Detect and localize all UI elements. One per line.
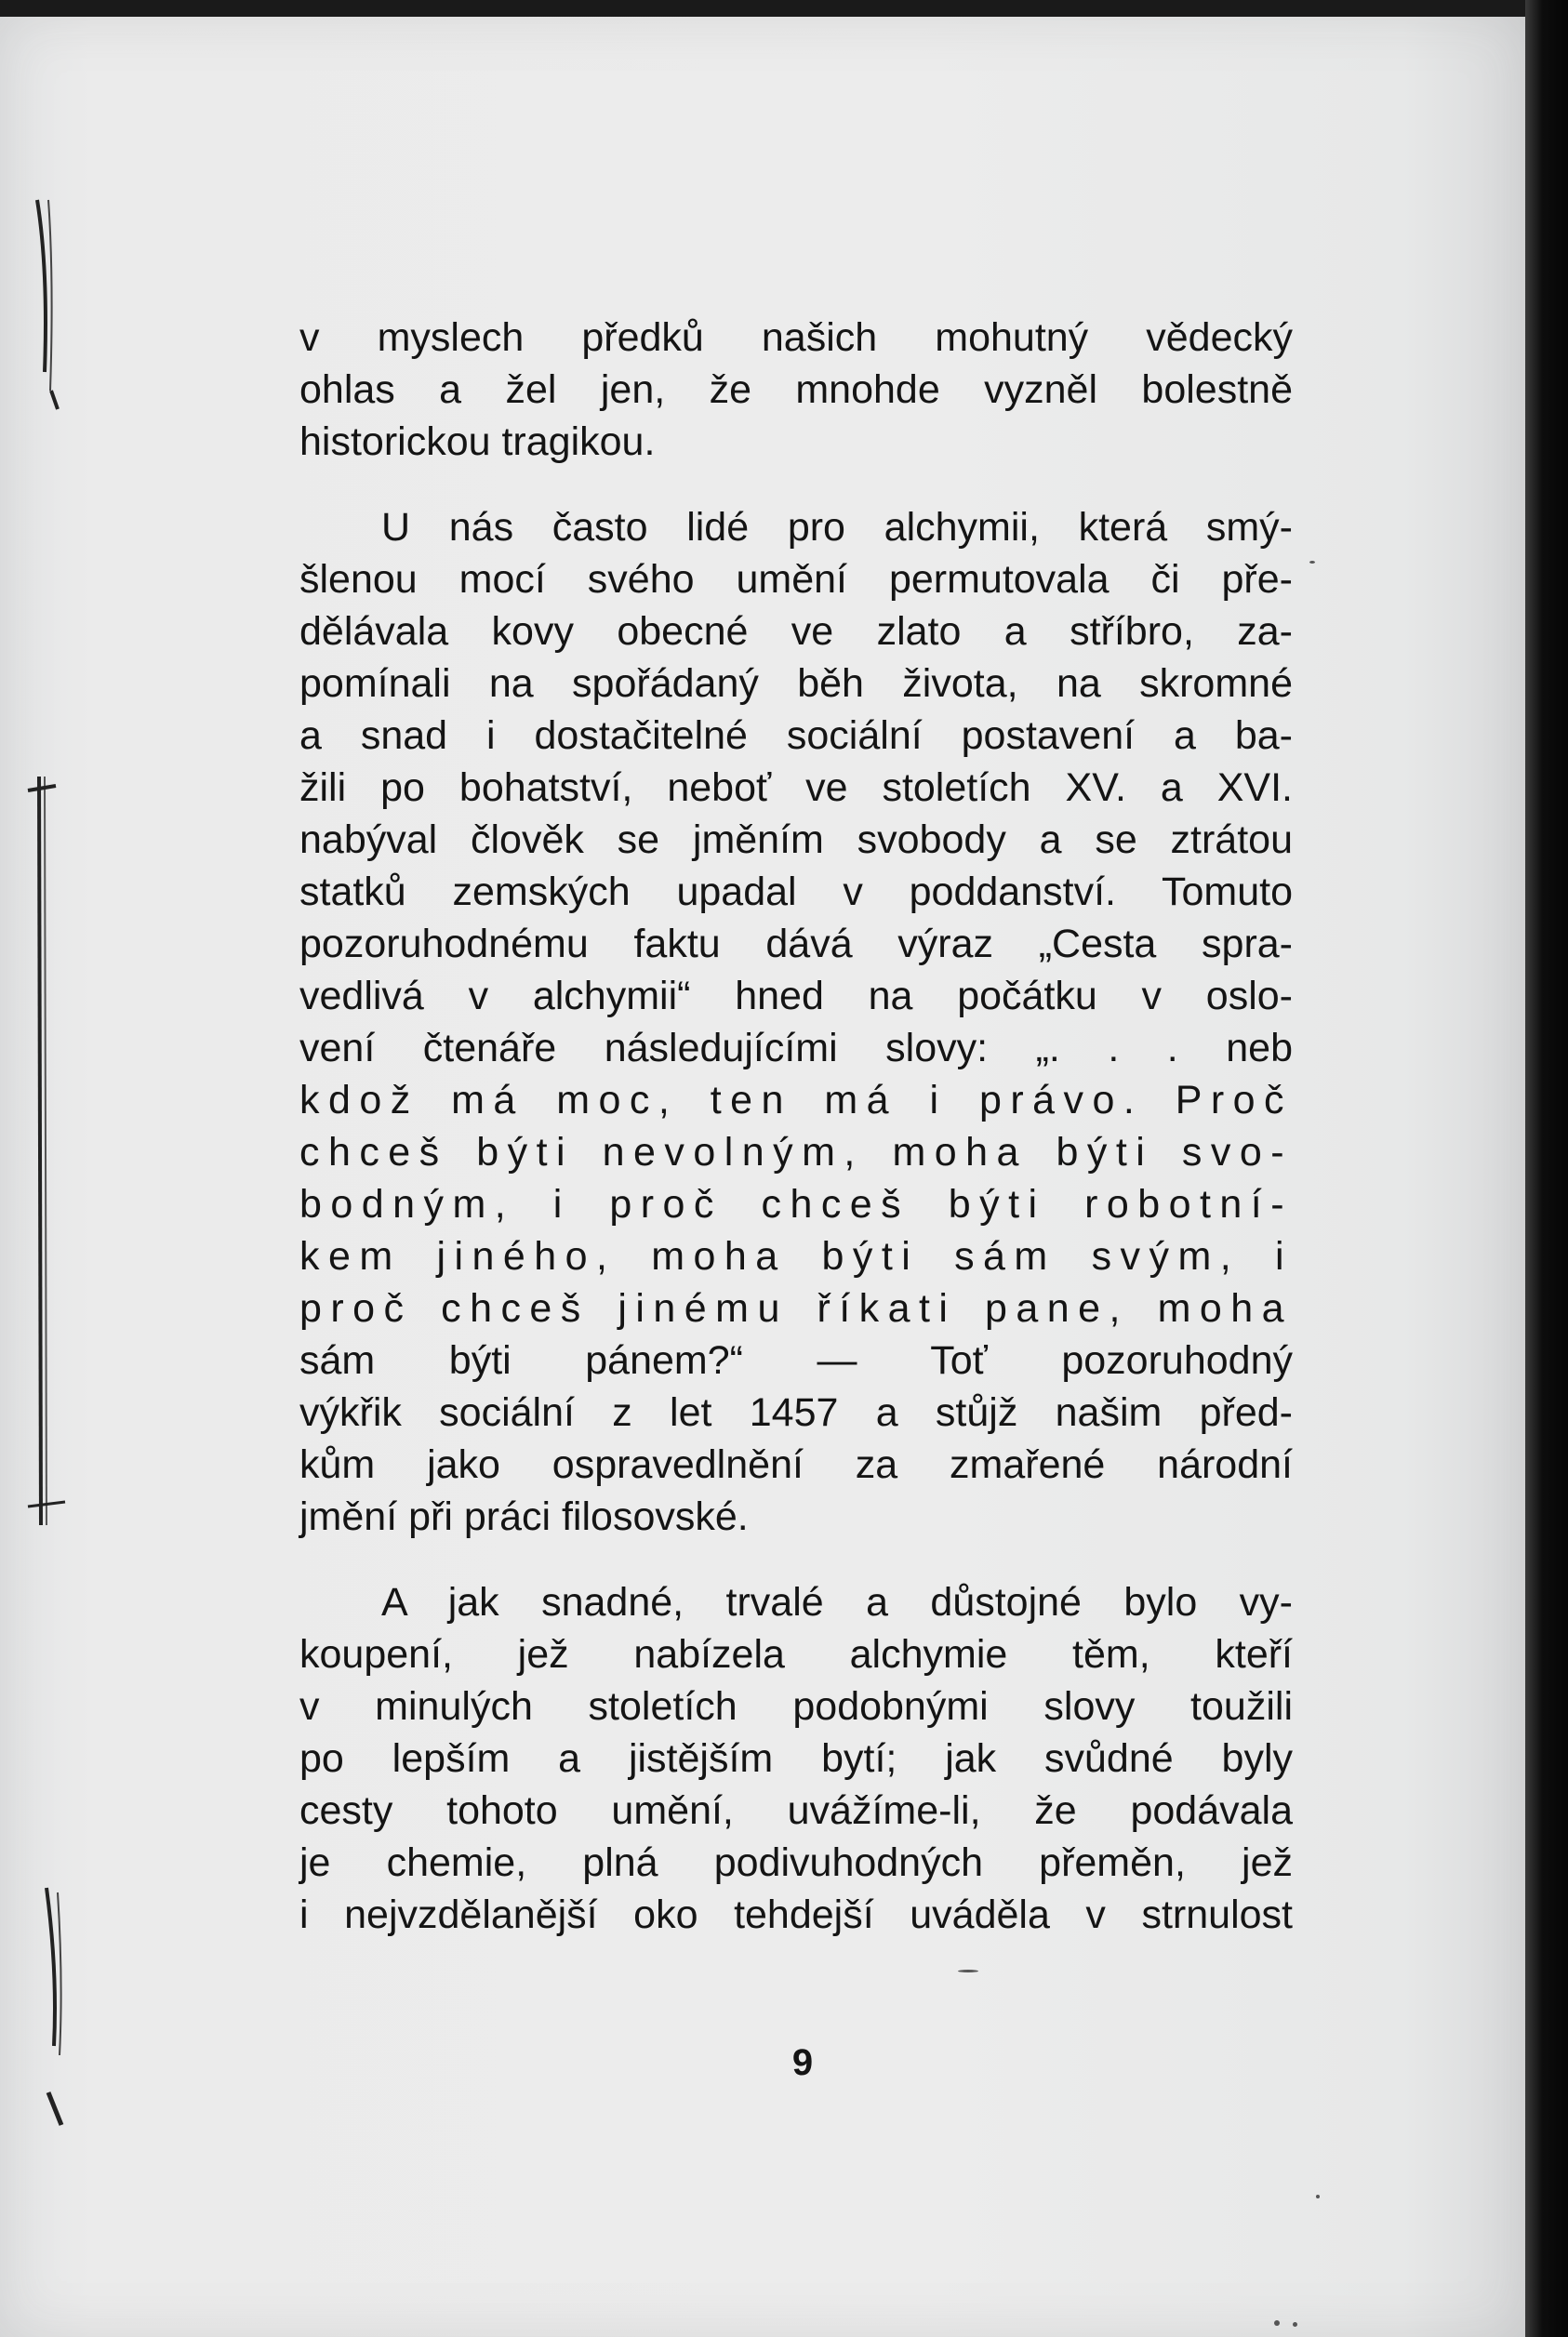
text-line: výkřik sociální z let 1457 a stůjž našim před- bbox=[299, 1390, 1293, 1435]
text-line-emphasis: chceš býti nevolným, moha býti svo- bbox=[299, 1130, 1293, 1175]
text-line: a snad i dostačitelné sociální postavení a ba- bbox=[299, 713, 1293, 758]
body-text bbox=[299, 312, 1293, 1941]
paragraph-2 bbox=[299, 501, 1293, 1543]
text-line: vení čtenáře následujícími slovy: „. . . neb bbox=[299, 1026, 1293, 1070]
binding-marks bbox=[0, 0, 74, 2337]
text-line: koupení, jež nabízela alchymie těm, kteří bbox=[299, 1632, 1293, 1677]
text-line: dělávala kovy obecné ve zlato a stříbro, za- bbox=[299, 609, 1293, 654]
paragraph-3 bbox=[299, 1576, 1293, 1941]
text-line: po lepším a jistějším bytí; jak svůdné byly bbox=[299, 1736, 1293, 1781]
paragraph-1 bbox=[299, 312, 1293, 468]
scan-top-edge bbox=[0, 0, 1568, 17]
text-line: vedlivá v alchymii“ hned na počátku v oslo- bbox=[299, 974, 1293, 1018]
text-line: i nejvzdělanější oko tehdejší uváděla v strnulost bbox=[299, 1892, 1293, 1937]
paragraph-gap bbox=[299, 468, 1293, 501]
text-line: cesty tohoto umění, uvážíme-li, že podávala bbox=[299, 1788, 1293, 1833]
page-number: 9 bbox=[791, 2042, 814, 2083]
text-line: jmění při práci filosovské. bbox=[299, 1494, 749, 1539]
paragraph-gap bbox=[299, 1543, 1293, 1576]
scan-right-edge bbox=[1525, 0, 1568, 2337]
text-line: ohlas a žel jen, že mnohde vyzněl bolestně bbox=[299, 367, 1293, 412]
text-line: pozoruhodnému faktu dává výraz „Cesta spra- bbox=[299, 922, 1293, 966]
text-line: U nás často lidé pro alchymii, která smý- bbox=[381, 505, 1293, 550]
text-line: v myslech předků našich mohutný vědecký bbox=[299, 315, 1293, 360]
text-line: v minulých stoletích podobnými slovy toužili bbox=[299, 1684, 1293, 1729]
text-line: šlenou mocí svého umění permutovala či pře- bbox=[299, 557, 1293, 602]
text-line-emphasis: bodným, i proč chceš býti robotní- bbox=[299, 1182, 1293, 1227]
text-line: pomínali na spořádaný běh života, na skromné bbox=[299, 661, 1293, 706]
text-line-emphasis: kem jiného, moha býti sám svým, i bbox=[299, 1234, 1293, 1279]
text-line-emphasis: kdož má moc, ten má i právo. Proč bbox=[299, 1078, 1293, 1122]
text-line: sám býti pánem?“ — Toť pozoruhodný bbox=[299, 1338, 1293, 1383]
text-line-emphasis: proč chceš jinému říkati pane, moha bbox=[299, 1286, 1293, 1331]
text-line: historickou tragikou. bbox=[299, 419, 656, 464]
text-line: A jak snadné, trvalé a důstojné bylo vy- bbox=[381, 1580, 1293, 1625]
binding-marks-svg bbox=[0, 0, 74, 2337]
text-line: je chemie, plná podivuhodných přeměn, jež bbox=[299, 1840, 1293, 1885]
text-line: kům jako ospravedlnění za zmařené národní bbox=[299, 1442, 1293, 1487]
text-line: nabýval člověk se jměním svobody a se ztrátou bbox=[299, 817, 1293, 862]
text-line: žili po bohatství, neboť ve stoletích XV. a XVI. bbox=[299, 765, 1293, 810]
text-line: statků zemských upadal v poddanství. Tomuto bbox=[299, 870, 1293, 914]
